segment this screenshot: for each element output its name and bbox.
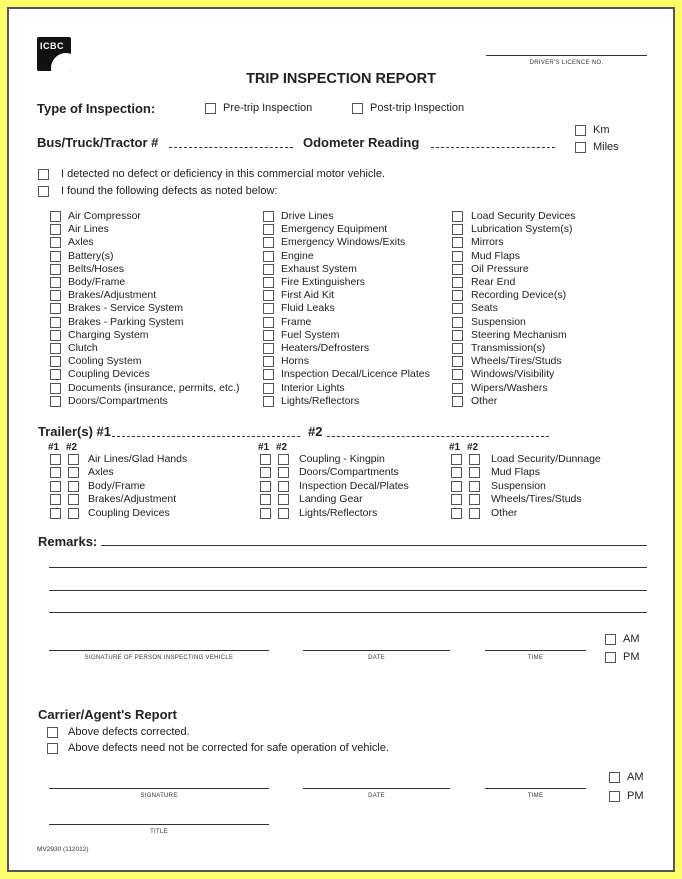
carrier-title-line[interactable] xyxy=(49,824,269,825)
drivers-licence-line[interactable] xyxy=(486,55,647,56)
trailer-defect-label: Landing Gear xyxy=(299,493,363,506)
form-code: MV2930 (112012) xyxy=(37,846,89,853)
trailer-defect-label: Air Lines/Glad Hands xyxy=(88,453,188,465)
defect-checkbox[interactable] xyxy=(50,303,61,314)
defect-checkbox[interactable] xyxy=(50,251,61,262)
odometer-field[interactable] xyxy=(431,147,555,148)
defect-checkbox[interactable] xyxy=(50,237,61,248)
vehicle-number-field[interactable] xyxy=(169,147,293,148)
trailer-defect-label: Wheels/Tires/Studs xyxy=(491,493,582,506)
defect-label: Rear End xyxy=(471,276,516,288)
trailer-2-checkbox[interactable] xyxy=(68,481,79,492)
defect-label: Coupling Devices xyxy=(68,368,150,381)
inspector-date-label: DATE xyxy=(368,655,385,661)
trailer-2-checkbox[interactable] xyxy=(68,467,79,478)
trailer-column-header: #2 xyxy=(467,442,479,453)
trailer-column-header: #2 xyxy=(276,442,288,453)
trailer-1-checkbox[interactable] xyxy=(451,467,462,478)
trailer-2-checkbox[interactable] xyxy=(469,508,480,519)
defect-label: Frame xyxy=(281,315,312,328)
defect-label: Wipers/Washers xyxy=(471,381,548,394)
trailer-defect-label: Coupling Devices xyxy=(88,506,170,519)
defect-label: Mud Flaps xyxy=(471,249,521,262)
trailer-2-checkbox[interactable] xyxy=(278,481,289,492)
carrier-am-label: AM xyxy=(627,771,644,783)
defect-checkbox[interactable] xyxy=(50,277,61,288)
defect-label: Cooling System xyxy=(68,355,142,368)
inspector-am-label: AM xyxy=(623,633,640,645)
defect-label: Battery(s) xyxy=(68,249,114,262)
defect-checkbox[interactable] xyxy=(452,303,463,314)
trailer-defect-label: Load Security/Dunnage xyxy=(491,453,601,465)
defects-not-corrected-label: Above defects need not be corrected for safe operation of vehicle. xyxy=(68,742,390,754)
defect-checkbox[interactable] xyxy=(50,396,61,407)
carrier-date-line[interactable] xyxy=(303,788,450,789)
trailer-1-checkbox[interactable] xyxy=(50,494,61,505)
inspector-pm-checkbox[interactable] xyxy=(605,652,616,663)
defect-label: Windows/Visibility xyxy=(471,368,555,381)
carrier-signature-line[interactable] xyxy=(49,788,269,789)
trailer-1-checkbox[interactable] xyxy=(50,454,61,465)
inspector-signature-label: SIGNATURE OF PERSON INSPECTING VEHICLE xyxy=(84,655,234,661)
no-defect-label: I detected no defect or deficiency in this commercial motor vehicle. xyxy=(61,168,386,180)
trailer-1-checkbox[interactable] xyxy=(260,494,271,505)
defect-checkbox[interactable] xyxy=(263,396,274,407)
defect-checkbox[interactable] xyxy=(452,277,463,288)
defect-checkbox[interactable] xyxy=(263,237,274,248)
defect-label: Air Lines xyxy=(68,223,109,236)
defect-checkbox[interactable] xyxy=(452,264,463,275)
inspector-date-line[interactable] xyxy=(303,650,450,651)
defect-checkbox[interactable] xyxy=(452,224,463,235)
pre-trip-label: Pre-trip Inspection xyxy=(223,102,313,114)
defect-checkbox[interactable] xyxy=(50,211,61,222)
defect-label: Suspension xyxy=(471,315,526,328)
defect-label: Transmission(s) xyxy=(471,342,546,354)
defect-checkbox[interactable] xyxy=(452,317,463,328)
trailer-defect-label: Suspension xyxy=(491,479,546,492)
trailer-2-checkbox[interactable] xyxy=(469,454,480,465)
trailer-2-label: #2 xyxy=(308,424,323,439)
defect-label: First Aid Kit xyxy=(281,289,335,302)
trailer-1-checkbox[interactable] xyxy=(260,454,271,465)
defect-label: Belts/Hoses xyxy=(68,262,125,275)
defect-checkbox[interactable] xyxy=(50,383,61,394)
defect-label: Oil Pressure xyxy=(471,262,529,275)
defect-checkbox[interactable] xyxy=(263,224,274,235)
odometer-label: Odometer Reading xyxy=(303,135,420,150)
trailer-column-header: #1 xyxy=(449,442,461,453)
logo-text: ICBC xyxy=(40,41,64,51)
trailer-column-header: #2 xyxy=(66,442,78,453)
defect-checkbox[interactable] xyxy=(50,290,61,301)
carrier-time-line[interactable] xyxy=(485,788,586,789)
defect-label: Emergency Windows/Exits xyxy=(281,236,406,249)
defect-label: Documents (insurance, permits, etc.) xyxy=(68,381,240,394)
defect-checkbox[interactable] xyxy=(50,356,61,367)
defect-label: Steering Mechanism xyxy=(471,328,567,341)
defect-checkbox[interactable] xyxy=(263,303,274,314)
trailer-1-checkbox[interactable] xyxy=(260,467,271,478)
found-defects-checkbox[interactable] xyxy=(38,186,49,197)
carrier-pm-label: PM xyxy=(627,790,644,802)
defects-corrected-checkbox[interactable] xyxy=(47,727,58,738)
trailer-column-header: #1 xyxy=(258,442,270,453)
trailer-defect-label: Lights/Reflectors xyxy=(299,506,378,519)
defect-label: Drive Lines xyxy=(281,210,334,222)
defect-checkbox[interactable] xyxy=(50,343,61,354)
remarks-line-3[interactable] xyxy=(49,590,647,591)
km-label: Km xyxy=(593,124,610,136)
trailer-1-label: Trailer(s) #1 xyxy=(38,424,111,439)
inspector-am-checkbox[interactable] xyxy=(605,634,616,645)
defect-label: Engine xyxy=(281,249,314,262)
defect-checkbox[interactable] xyxy=(452,290,463,301)
trailer-2-checkbox[interactable] xyxy=(278,494,289,505)
trailer-1-checkbox[interactable] xyxy=(451,494,462,505)
remarks-label: Remarks: xyxy=(38,534,98,549)
defect-label: Other xyxy=(471,394,498,407)
defect-checkbox[interactable] xyxy=(452,369,463,380)
carrier-report-title: Carrier/Agent's Report xyxy=(38,707,177,722)
defect-checkbox[interactable] xyxy=(50,330,61,341)
trailer-1-checkbox[interactable] xyxy=(50,508,61,519)
defect-label: Lights/Reflectors xyxy=(281,394,360,407)
defect-label: Clutch xyxy=(68,342,98,354)
inspector-signature-line[interactable] xyxy=(49,650,269,651)
trailer-2-checkbox[interactable] xyxy=(68,454,79,465)
defect-checkbox[interactable] xyxy=(263,383,274,394)
defect-label: Brakes/Adjustment xyxy=(68,289,157,302)
defect-checkbox[interactable] xyxy=(452,330,463,341)
defect-label: Charging System xyxy=(68,328,149,341)
defect-checkbox[interactable] xyxy=(452,356,463,367)
trailer-1-checkbox[interactable] xyxy=(260,508,271,519)
trailer-2-checkbox[interactable] xyxy=(469,494,480,505)
defect-checkbox[interactable] xyxy=(263,211,274,222)
km-checkbox[interactable] xyxy=(575,125,586,136)
defect-checkbox[interactable] xyxy=(263,317,274,328)
defect-label: Lubrication System(s) xyxy=(471,223,573,236)
inspector-time-label: TIME xyxy=(527,655,544,661)
defect-label: Exhaust System xyxy=(281,262,357,275)
defect-checkbox[interactable] xyxy=(263,343,274,354)
trailer-defect-label: Body/Frame xyxy=(88,479,146,492)
trailer-1-checkbox[interactable] xyxy=(451,508,462,519)
defect-checkbox[interactable] xyxy=(50,369,61,380)
defect-checkbox[interactable] xyxy=(263,277,274,288)
defect-label: Recording Device(s) xyxy=(471,289,567,302)
carrier-date-label: DATE xyxy=(368,793,385,799)
defect-label: Fluid Leaks xyxy=(281,302,335,315)
defect-checkbox[interactable] xyxy=(263,264,274,275)
defect-checkbox[interactable] xyxy=(452,343,463,354)
trailer-defect-label: Axles xyxy=(88,466,114,479)
trailer-1-checkbox[interactable] xyxy=(260,481,271,492)
defect-checkbox[interactable] xyxy=(452,211,463,222)
trailer-defect-label: Mud Flaps xyxy=(491,466,541,479)
trailer-1-checkbox[interactable] xyxy=(451,481,462,492)
carrier-pm-checkbox[interactable] xyxy=(609,791,620,802)
miles-checkbox[interactable] xyxy=(575,142,586,153)
defect-label: Heaters/Defrosters xyxy=(281,342,370,354)
defect-label: Doors/Compartments xyxy=(68,394,168,407)
defect-checkbox[interactable] xyxy=(452,237,463,248)
defect-label: Brakes - Parking System xyxy=(68,315,184,328)
defect-checkbox[interactable] xyxy=(263,369,274,380)
carrier-signature-label: SIGNATURE xyxy=(140,793,178,799)
trailer-defect-label: Coupling - Kingpin xyxy=(299,453,385,465)
trailer-column-header: #1 xyxy=(48,442,60,453)
trailer-2-checkbox[interactable] xyxy=(469,481,480,492)
remarks-line-2[interactable] xyxy=(49,567,647,568)
defect-label: Interior Lights xyxy=(281,381,345,394)
carrier-am-checkbox[interactable] xyxy=(609,772,620,783)
remarks-line-4[interactable] xyxy=(49,612,647,613)
found-defects-label: I found the following defects as noted below: xyxy=(61,185,278,197)
trailer-2-checkbox[interactable] xyxy=(68,508,79,519)
trailer-2-checkbox[interactable] xyxy=(278,454,289,465)
defect-label: Air Compressor xyxy=(68,210,141,222)
trailer-1-checkbox[interactable] xyxy=(50,467,61,478)
trailer-2-checkbox[interactable] xyxy=(68,494,79,505)
trailer-2-checkbox[interactable] xyxy=(278,508,289,519)
defect-checkbox[interactable] xyxy=(452,383,463,394)
defect-label: Wheels/Tires/Studs xyxy=(471,355,562,368)
defect-label: Mirrors xyxy=(471,236,504,249)
defect-checkbox[interactable] xyxy=(452,251,463,262)
inspector-time-line[interactable] xyxy=(485,650,586,651)
trailer-defect-label: Other xyxy=(491,506,518,519)
trailer-defect-label: Brakes/Adjustment xyxy=(88,493,177,506)
defect-label: Seats xyxy=(471,302,498,315)
defect-label: Brakes - Service System xyxy=(68,302,183,315)
icbc-logo xyxy=(37,37,71,71)
defect-label: Fuel System xyxy=(281,328,340,341)
trailer-2-checkbox[interactable] xyxy=(469,467,480,478)
defect-checkbox[interactable] xyxy=(50,317,61,328)
trailer-2-checkbox[interactable] xyxy=(278,467,289,478)
defect-checkbox[interactable] xyxy=(50,224,61,235)
inspection-form xyxy=(7,7,675,872)
defect-label: Axles xyxy=(68,236,94,249)
carrier-title-label: TITLE xyxy=(150,829,168,835)
defect-label: Load Security Devices xyxy=(471,210,576,222)
defect-label: Inspection Decal/Licence Plates xyxy=(281,368,430,381)
trailer-1-field[interactable] xyxy=(112,436,300,437)
defect-label: Fire Extinguishers xyxy=(281,276,366,288)
trailer-1-checkbox[interactable] xyxy=(451,454,462,465)
page-title: TRIP INSPECTION REPORT xyxy=(246,71,436,87)
defect-checkbox[interactable] xyxy=(263,330,274,341)
defect-checkbox[interactable] xyxy=(50,264,61,275)
defect-checkbox[interactable] xyxy=(263,251,274,262)
miles-label: Miles xyxy=(593,141,619,153)
post-trip-checkbox[interactable] xyxy=(352,103,363,114)
drivers-licence-label: DRIVER'S LICENCE NO. xyxy=(529,60,604,66)
type-of-inspection-label: Type of Inspection: xyxy=(37,101,156,116)
carrier-time-label: TIME xyxy=(527,793,544,799)
defect-label: Horns xyxy=(281,355,310,368)
trailer-defect-label: Doors/Compartments xyxy=(299,466,399,479)
defects-not-corrected-checkbox[interactable] xyxy=(47,743,58,754)
no-defect-checkbox[interactable] xyxy=(38,169,49,180)
trailer-2-field[interactable] xyxy=(327,436,549,437)
defect-label: Emergency Equipment xyxy=(281,223,388,236)
defect-checkbox[interactable] xyxy=(263,356,274,367)
vehicle-number-label: Bus/Truck/Tractor # xyxy=(37,135,159,150)
trailer-defect-label: Inspection Decal/Plates xyxy=(299,479,409,492)
inspector-pm-label: PM xyxy=(623,651,640,663)
defect-checkbox[interactable] xyxy=(452,396,463,407)
pre-trip-checkbox[interactable] xyxy=(205,103,216,114)
defect-checkbox[interactable] xyxy=(263,290,274,301)
defects-corrected-label: Above defects corrected. xyxy=(68,726,190,738)
trailer-1-checkbox[interactable] xyxy=(50,481,61,492)
post-trip-label: Post-trip Inspection xyxy=(370,102,465,114)
defect-label: Body/Frame xyxy=(68,276,126,288)
remarks-line-1[interactable] xyxy=(101,545,647,546)
